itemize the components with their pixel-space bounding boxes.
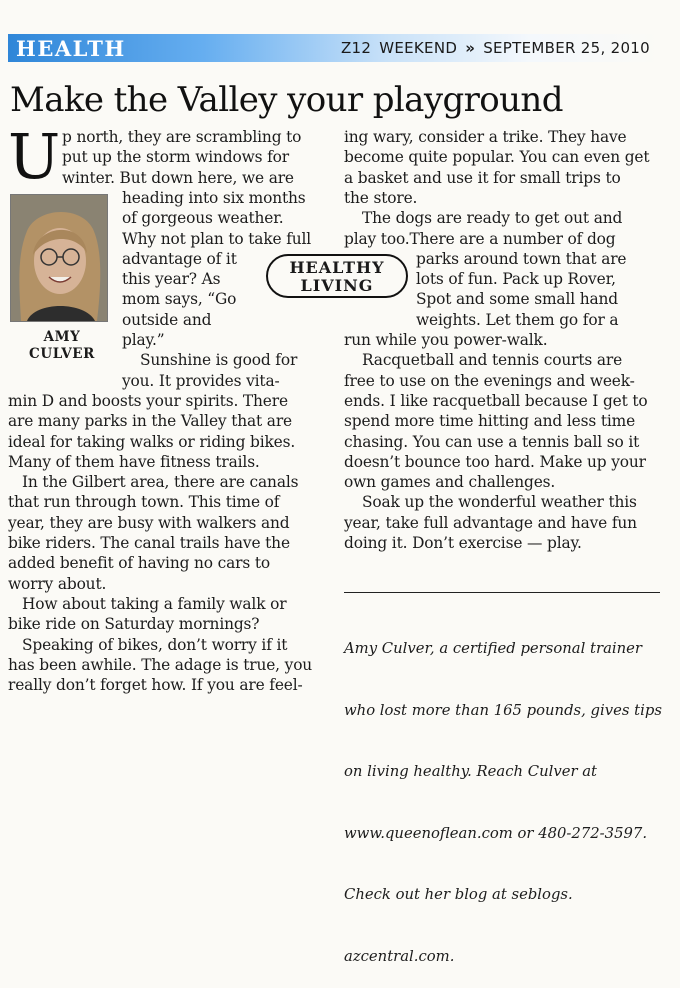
col1-line: bike ride on Saturday mornings? bbox=[8, 615, 260, 634]
col1-line: mom says, “Go bbox=[122, 290, 237, 309]
col2-line: become quite popular. You can even get bbox=[344, 148, 650, 167]
separator-icon: » bbox=[465, 39, 476, 57]
col2-line: ends. I like racquetball because I get to bbox=[344, 391, 648, 410]
col2-line: Racquetball and tennis courts are bbox=[362, 351, 623, 370]
section-label: HEALTH bbox=[16, 36, 126, 61]
col1-line: outside and bbox=[122, 310, 212, 329]
tagline-line: www.queenoflean.com or 480-272-3597. bbox=[344, 824, 648, 842]
col1-line: Many of them have fitness trails. bbox=[8, 452, 260, 471]
col1-line: you. It provides vita- bbox=[122, 371, 280, 390]
col2-line: doesn’t bounce too hard. Make up your bbox=[344, 452, 646, 471]
col2-line: own games and challenges. bbox=[344, 473, 556, 492]
col2-line: spend more time hitting and less time bbox=[344, 412, 636, 431]
author-tagline bbox=[344, 598, 662, 988]
col1-line: In the Gilbert area, there are canals bbox=[22, 473, 299, 492]
logo-line-1: HEALTHY bbox=[289, 258, 385, 277]
tagline-line: Check out her blog at seblogs. bbox=[344, 886, 573, 903]
tagline-line: azcentral.com. bbox=[344, 947, 455, 965]
col1-line: heading into six months bbox=[122, 188, 306, 207]
tagline-line: Amy Culver, a certified personal trainer bbox=[344, 640, 642, 657]
col2-line: doing it. Don’t exercise — play. bbox=[344, 534, 582, 552]
headline: Make the Valley your playground bbox=[10, 80, 563, 120]
col1-line: worry about. bbox=[8, 574, 107, 593]
col2-line: ing wary, consider a trike. They have bbox=[344, 128, 627, 146]
col2-line: Soak up the wonderful weather this bbox=[362, 493, 637, 512]
col1-line: winter. But down here, we are bbox=[62, 168, 294, 187]
issue-date: SEPTEMBER 25, 2010 bbox=[483, 39, 650, 57]
col1-line: really don’t forget how. If you are feel- bbox=[8, 676, 303, 695]
tagline-line: who lost more than 165 pounds, gives tips bbox=[344, 701, 662, 719]
col2-line: lots of fun. Pack up Rover, bbox=[416, 270, 616, 289]
col1-line: bike riders. The canal trails have the bbox=[8, 534, 290, 552]
col2-line: parks around town that are bbox=[416, 249, 627, 268]
col2-line: Spot and some small hand bbox=[416, 290, 618, 309]
col1-line: play.” bbox=[122, 331, 165, 349]
col2-line: the store. bbox=[344, 188, 418, 207]
col1-line: has been awhile. The adage is true, you bbox=[8, 655, 313, 674]
drop-cap: U bbox=[8, 120, 61, 193]
col2-line: year, take full advantage and have fun bbox=[344, 513, 637, 532]
col1-line: ideal for taking walks or riding bikes. bbox=[8, 432, 296, 451]
col2-line: play too.There are a number of dog bbox=[344, 229, 616, 248]
col1-line: Why not plan to take full bbox=[122, 229, 312, 248]
col1-line: p north, they are scrambling to bbox=[62, 128, 302, 146]
tagline-line: on living healthy. Reach Culver at bbox=[344, 763, 598, 780]
byline-first-name: AMY bbox=[43, 329, 81, 345]
col2-line: a basket and use it for small trips to bbox=[344, 168, 621, 187]
author-portrait-icon bbox=[11, 195, 107, 321]
col1-line: min D and boosts your spirits. There bbox=[8, 391, 288, 410]
edition-label: WEEKEND bbox=[379, 39, 458, 57]
tagline-divider bbox=[344, 592, 660, 593]
col1-line: advantage of it bbox=[122, 249, 237, 268]
byline-last-name: CULVER bbox=[29, 346, 95, 362]
col2-line: weights. Let them go for a bbox=[416, 310, 619, 329]
col1-line: that run through town. This time of bbox=[8, 493, 280, 512]
col1-line: added benefit of having no cars to bbox=[8, 554, 270, 573]
col1-line: Speaking of bikes, don’t worry if it bbox=[22, 635, 288, 654]
col1-line: this year? As bbox=[122, 270, 221, 289]
author-photo bbox=[10, 194, 108, 322]
col2-line: run while you power-walk. bbox=[344, 331, 548, 349]
col2-line: The dogs are ready to get out and bbox=[362, 209, 623, 228]
col2-line: chasing. You can use a tennis ball so it bbox=[344, 432, 640, 451]
col2-line: free to use on the evenings and week- bbox=[344, 371, 635, 390]
healthy-living-logo bbox=[266, 254, 408, 298]
col1-line: of gorgeous weather. bbox=[122, 209, 284, 228]
col1-line: How about taking a family walk or bbox=[22, 594, 287, 613]
author-byline bbox=[8, 329, 116, 363]
col1-line: Sunshine is good for bbox=[140, 351, 298, 370]
col1-line: year, they are busy with walkers and bbox=[8, 513, 290, 532]
page-number: Z12 bbox=[340, 39, 372, 57]
col1-line: put up the storm windows for bbox=[62, 148, 289, 167]
logo-line-2: LIVING bbox=[300, 276, 374, 295]
dateline bbox=[341, 39, 650, 57]
col1-line: are many parks in the Valley that are bbox=[8, 412, 292, 431]
